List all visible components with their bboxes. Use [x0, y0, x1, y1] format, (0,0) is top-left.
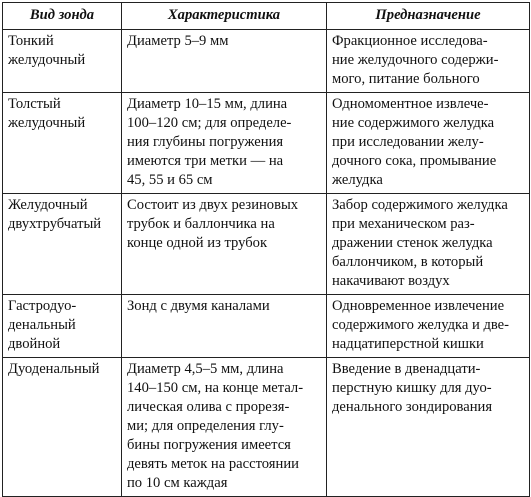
table-header-row	[3, 3, 530, 30]
cell-characteristic: Диаметр 5–9 мм	[122, 30, 327, 93]
cell-probe-type: Толстый желудочный	[3, 93, 122, 194]
cell-probe-type: Гастродуо- денальный двойной	[3, 295, 122, 358]
cell-characteristic: Зонд с двумя каналами	[122, 295, 327, 358]
cell-probe-type: Тонкий желудочный	[3, 30, 122, 93]
table-row	[3, 358, 530, 497]
header-probe-type: Вид зонда	[3, 3, 122, 30]
table-row	[3, 295, 530, 358]
table-row	[3, 194, 530, 295]
cell-characteristic: Диаметр 4,5–5 мм, длина 140–150 см, на конце метал- лическая олива с прорезя- ми; для определения глу- бины погружения имеется девять меток на расстоянии по 10 см каждая	[122, 358, 327, 497]
cell-probe-type: Дуоденальный	[3, 358, 122, 497]
table-row	[3, 93, 530, 194]
cell-purpose: Введение в двенадцати- перстную кишку для дуо- денального зондирования	[327, 358, 530, 497]
cell-purpose: Одновременное извлечение содержимого желудка и две- надцатиперстной кишки	[327, 295, 530, 358]
cell-characteristic: Состоит из двух резиновых трубок и баллончика на конце одной из трубок	[122, 194, 327, 295]
cell-probe-type: Желудочный двухтрубчатый	[3, 194, 122, 295]
cell-purpose: Фракционное исследова- ние желудочного содержи- мого, питание больного	[327, 30, 530, 93]
header-purpose: Предназначение	[327, 3, 530, 30]
cell-purpose: Одномоментное извлече- ние содержимого желудка при исследовании желу- дочного сока, промывание желудка	[327, 93, 530, 194]
cell-purpose: Забор содержимого желудка при механическом раз- дражении стенок желудка баллончиком, в который накачивают воздух	[327, 194, 530, 295]
table-row	[3, 30, 530, 93]
header-characteristic: Характеристика	[122, 3, 327, 30]
cell-characteristic: Диаметр 10–15 мм, длина 100–120 см; для определе- ния глубины погружения имеются три метки — на 45, 55 и 65 см	[122, 93, 327, 194]
probe-types-table	[2, 2, 530, 497]
